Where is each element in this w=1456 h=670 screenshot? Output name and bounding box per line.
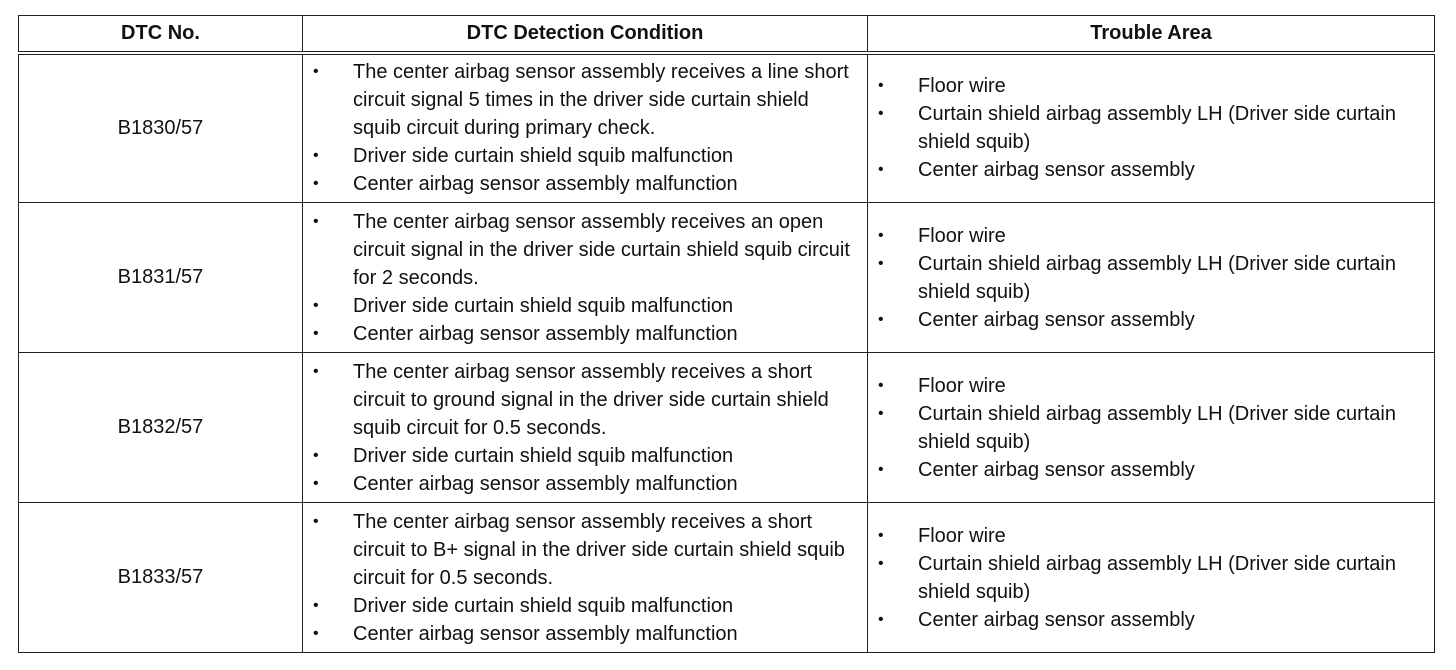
trouble-area-item: • Floor wire [868, 522, 1434, 550]
table-body [19, 53, 1435, 653]
condition-cell [303, 203, 868, 353]
trouble-area-item: • Curtain shield airbag assembly LH (Driver side curtain shield squib) [868, 550, 1434, 606]
condition-item: • Center airbag sensor assembly malfunction [303, 620, 867, 648]
condition-list [303, 508, 867, 648]
condition-list [303, 358, 867, 498]
header-row [19, 16, 1435, 53]
condition-item: • The center airbag sensor assembly receives a short circuit to B+ signal in the driver side curtain shield squib circuit for 0.5 seconds. [303, 508, 867, 592]
condition-item: • Driver side curtain shield squib malfunction [303, 592, 867, 620]
condition-item: • Driver side curtain shield squib malfunction [303, 442, 867, 470]
trouble-area-item: • Center airbag sensor assembly [868, 156, 1434, 184]
trouble-area-list [868, 72, 1434, 184]
condition-list [303, 58, 867, 198]
trouble-area-list [868, 522, 1434, 634]
condition-item: • The center airbag sensor assembly receives an open circuit signal in the driver side curtain shield squib circuit for 2 seconds. [303, 208, 867, 292]
table-row [19, 503, 1435, 653]
trouble-area-list [868, 372, 1434, 484]
dtc-code: B1833/57 [19, 503, 303, 653]
table-row [19, 203, 1435, 353]
condition-item: • Driver side curtain shield squib malfunction [303, 292, 867, 320]
table-row [19, 53, 1435, 203]
dtc-code: B1832/57 [19, 353, 303, 503]
condition-cell [303, 53, 868, 203]
trouble-area-item: • Curtain shield airbag assembly LH (Driver side curtain shield squib) [868, 400, 1434, 456]
trouble-area-item: • Curtain shield airbag assembly LH (Driver side curtain shield squib) [868, 250, 1434, 306]
condition-list [303, 208, 867, 348]
header-detection-condition: DTC Detection Condition [303, 16, 868, 53]
table-header [19, 16, 1435, 53]
header-dtc-no: DTC No. [19, 16, 303, 53]
condition-cell [303, 503, 868, 653]
trouble-area-item: • Center airbag sensor assembly [868, 456, 1434, 484]
trouble-area-cell [868, 503, 1435, 653]
trouble-area-cell [868, 53, 1435, 203]
trouble-area-item: • Center airbag sensor assembly [868, 306, 1434, 334]
dtc-code: B1830/57 [19, 53, 303, 203]
trouble-area-item: • Center airbag sensor assembly [868, 606, 1434, 634]
trouble-area-cell [868, 353, 1435, 503]
trouble-area-list [868, 222, 1434, 334]
trouble-area-item: • Floor wire [868, 72, 1434, 100]
condition-item: • The center airbag sensor assembly receives a short circuit to ground signal in the driver side curtain shield squib circuit for 0.5 seconds. [303, 358, 867, 442]
trouble-area-item: • Curtain shield airbag assembly LH (Driver side curtain shield squib) [868, 100, 1434, 156]
condition-item: • The center airbag sensor assembly receives a line short circuit signal 5 times in the driver side curtain shield squib circuit during primary check. [303, 58, 867, 142]
condition-item: • Center airbag sensor assembly malfunction [303, 470, 867, 498]
condition-item: • Center airbag sensor assembly malfunction [303, 320, 867, 348]
trouble-area-item: • Floor wire [868, 372, 1434, 400]
trouble-area-item: • Floor wire [868, 222, 1434, 250]
condition-item: • Center airbag sensor assembly malfunction [303, 170, 867, 198]
header-trouble-area: Trouble Area [868, 16, 1435, 53]
dtc-table [18, 15, 1435, 653]
trouble-area-cell [868, 203, 1435, 353]
table-row [19, 353, 1435, 503]
condition-item: • Driver side curtain shield squib malfunction [303, 142, 867, 170]
condition-cell [303, 353, 868, 503]
dtc-code: B1831/57 [19, 203, 303, 353]
